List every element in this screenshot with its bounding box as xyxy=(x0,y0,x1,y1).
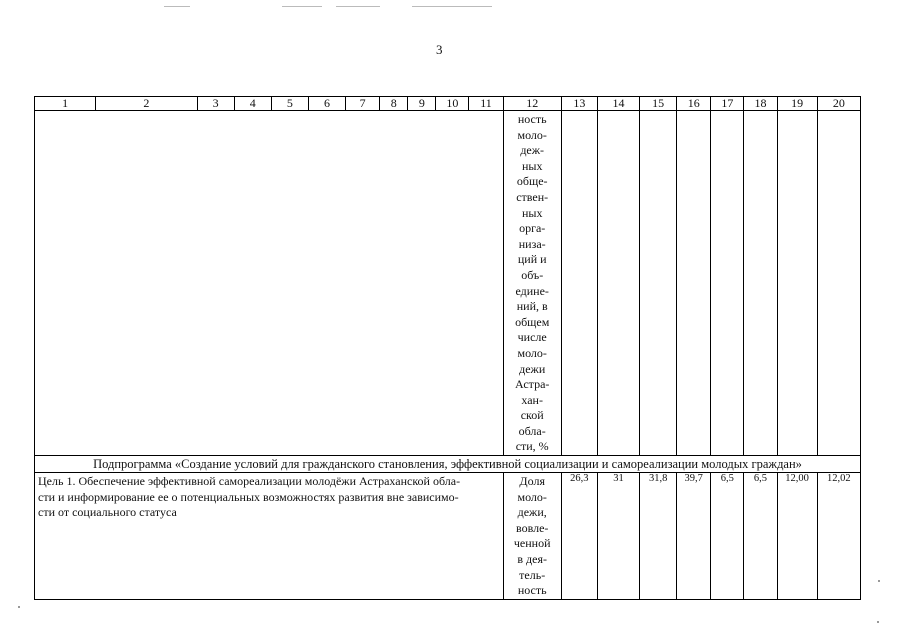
value-cell: 31,8 xyxy=(640,473,677,600)
column-number: 8 xyxy=(380,97,408,111)
value-cell: 12,02 xyxy=(817,473,860,600)
scan-artifact xyxy=(877,621,879,623)
goal-text xyxy=(35,473,503,521)
text-line: орга- xyxy=(519,221,546,236)
value-cell: 6,5 xyxy=(711,473,744,600)
text-line: общем xyxy=(515,314,550,329)
column-number: 2 xyxy=(96,97,197,111)
column-number: 19 xyxy=(777,97,817,111)
text-line: сти от социального статуса xyxy=(38,505,177,520)
column-number: 17 xyxy=(711,97,744,111)
column-number: 18 xyxy=(744,97,777,111)
value-cell: 6,5 xyxy=(744,473,777,600)
text-line: низа- xyxy=(518,236,546,251)
value-cell xyxy=(817,111,860,456)
text-line: моло- xyxy=(517,127,547,142)
continued-indicator-text xyxy=(504,111,561,455)
text-line: сти и информирование ее о потенциальных возможностях развития вне зависимо- xyxy=(38,489,459,504)
text-line: Астра- xyxy=(514,377,550,392)
text-line: числе xyxy=(517,330,547,345)
text-line: ность xyxy=(517,112,547,126)
text-line: ций и xyxy=(517,252,547,267)
continued-row xyxy=(35,111,861,456)
text-line: моло- xyxy=(517,345,547,360)
value-cell xyxy=(777,111,817,456)
value-cell xyxy=(677,111,711,456)
text-line: ченной xyxy=(513,536,551,551)
column-number: 9 xyxy=(408,97,436,111)
value-cell: 12,00 xyxy=(777,473,817,600)
column-number: 6 xyxy=(308,97,345,111)
indicator-text xyxy=(504,473,561,599)
scan-artifact xyxy=(878,580,880,582)
column-number: 12 xyxy=(503,97,561,111)
text-line: деж- xyxy=(520,143,545,158)
text-line: вовле- xyxy=(515,520,549,535)
text-line: дежи, xyxy=(517,505,547,520)
text-line: хан- xyxy=(521,392,543,407)
text-line: ской xyxy=(520,408,544,423)
column-number: 20 xyxy=(817,97,860,111)
value-cell xyxy=(744,111,777,456)
column-number: 13 xyxy=(561,97,597,111)
column-number: 4 xyxy=(234,97,271,111)
text-line: ных xyxy=(521,205,543,220)
scan-artifact xyxy=(164,6,190,7)
text-line: едине- xyxy=(515,283,549,298)
continued-goal-cell xyxy=(35,111,504,456)
value-cell: 39,7 xyxy=(677,473,711,600)
text-line: тель- xyxy=(519,567,546,582)
subprogram-row xyxy=(35,456,861,473)
value-cell xyxy=(597,111,639,456)
indicator-cell xyxy=(503,473,561,600)
column-number-row xyxy=(35,97,861,111)
text-line: обла- xyxy=(518,423,546,438)
text-line: в дея- xyxy=(517,552,547,567)
text-line: моло- xyxy=(517,489,547,504)
value-cell xyxy=(711,111,744,456)
continued-indicator-cell xyxy=(503,111,561,456)
scan-artifact xyxy=(412,6,492,7)
column-number: 16 xyxy=(677,97,711,111)
column-number: 11 xyxy=(469,97,503,111)
value-cell xyxy=(640,111,677,456)
subprogram-title: Подпрограмма «Создание условий для гражданского становления, эффективной социализации и самореализации молодых граждан» xyxy=(35,456,861,473)
text-line: Цель 1. Обеспечение эффективной самореализации молодёжи Астраханской обла- xyxy=(38,474,461,489)
value-cell xyxy=(561,111,597,456)
text-line: объ- xyxy=(521,267,544,282)
scan-artifact xyxy=(18,606,20,608)
indicators-table xyxy=(34,96,861,600)
scan-artifact xyxy=(336,6,380,7)
scan-artifact xyxy=(282,6,322,7)
value-cell: 31 xyxy=(597,473,639,600)
text-line: сти, % xyxy=(515,439,549,454)
column-number: 14 xyxy=(597,97,639,111)
text-line: ных xyxy=(521,158,543,173)
column-number: 7 xyxy=(346,97,380,111)
column-number: 1 xyxy=(35,97,96,111)
text-line: ность xyxy=(517,583,547,598)
goal-cell xyxy=(35,473,504,600)
column-number: 15 xyxy=(640,97,677,111)
text-line: обще- xyxy=(516,174,548,189)
value-cell: 26,3 xyxy=(561,473,597,600)
column-number: 10 xyxy=(436,97,469,111)
goal-row xyxy=(35,473,861,600)
column-number: 3 xyxy=(197,97,234,111)
column-number: 5 xyxy=(271,97,308,111)
text-line: Доля xyxy=(519,474,545,489)
page-number: 3 xyxy=(436,42,443,57)
text-line: ний, в xyxy=(516,299,548,314)
text-line: ствен- xyxy=(516,189,549,204)
text-line: дежи xyxy=(519,361,546,376)
